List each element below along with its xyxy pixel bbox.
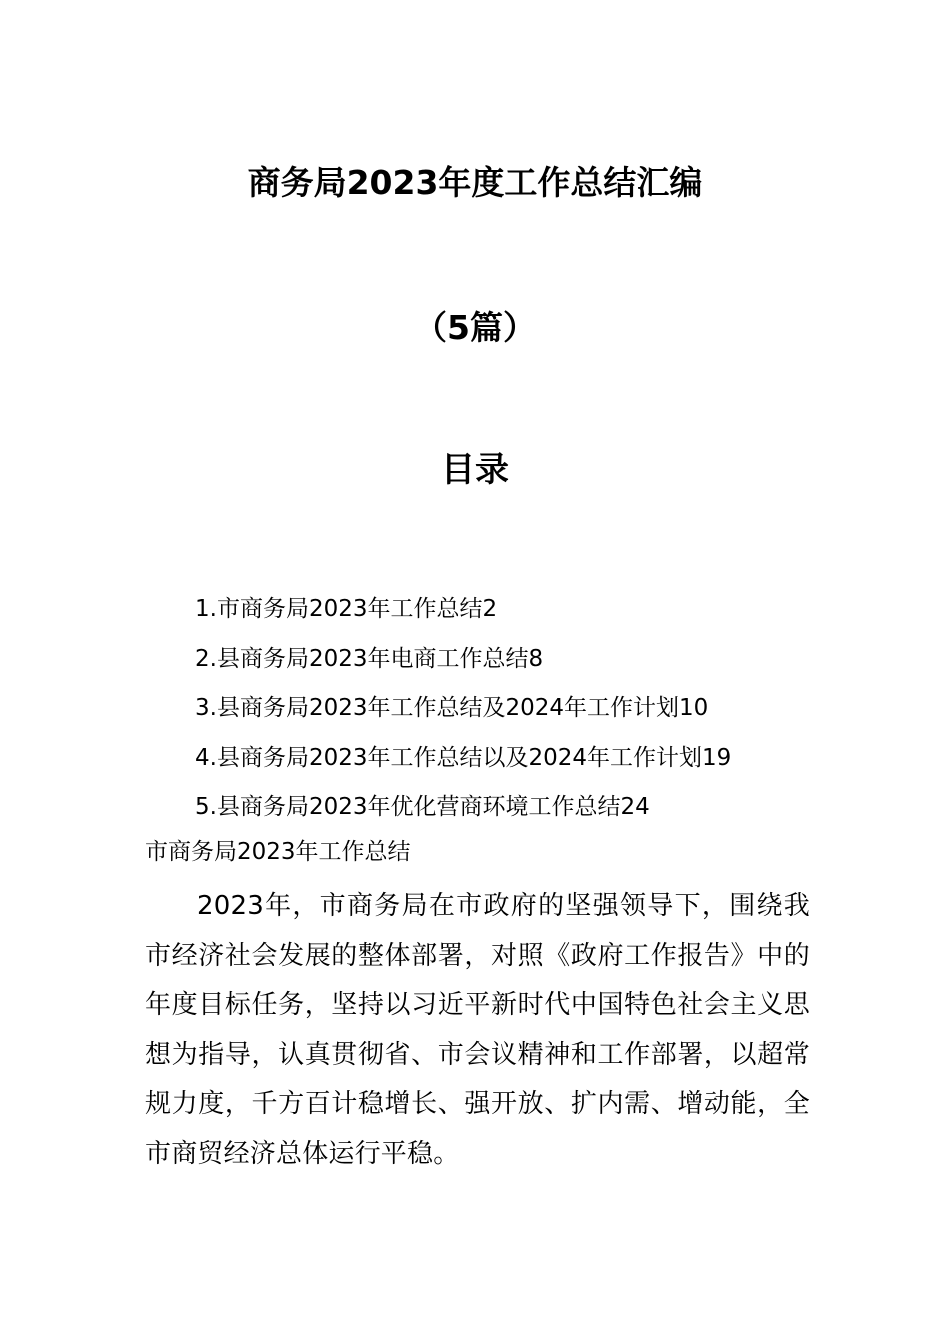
body-paragraph: 2023年，市商务局在市政府的坚强领导下，围绕我市经济社会发展的整体部署，对照《政府工作报告》中的年度目标任务，坚持以习近平新时代中国特色社会主义思想为指导，认真贯彻省、市会议精神和工作部署，以超常规力度，千方百计稳增长、强开放、扩内需、增动能，全市商贸经济总体运行平稳。 [145,891,810,1169]
toc-item: 3.县商务局2023年工作总结及2024年工作计划10 [195,695,709,721]
toc-item: 4.县商务局2023年工作总结以及2024年工作计划19 [195,744,732,771]
toc-heading: 目录 [441,450,509,490]
document-title: 商务局2023年度工作总结汇编 [247,163,703,202]
toc-item: 2.县商务局2023年电商工作总结8 [195,645,544,672]
toc-item: 5.县商务局2023年优化营商环境工作总结24 [195,794,650,820]
table-of-contents [195,585,731,833]
document-subtitle: （5篇） [414,308,536,347]
toc-item: 1.市商务局2023年工作总结2 [195,596,498,622]
section-heading: 市商务局2023年工作总结 [145,839,411,865]
